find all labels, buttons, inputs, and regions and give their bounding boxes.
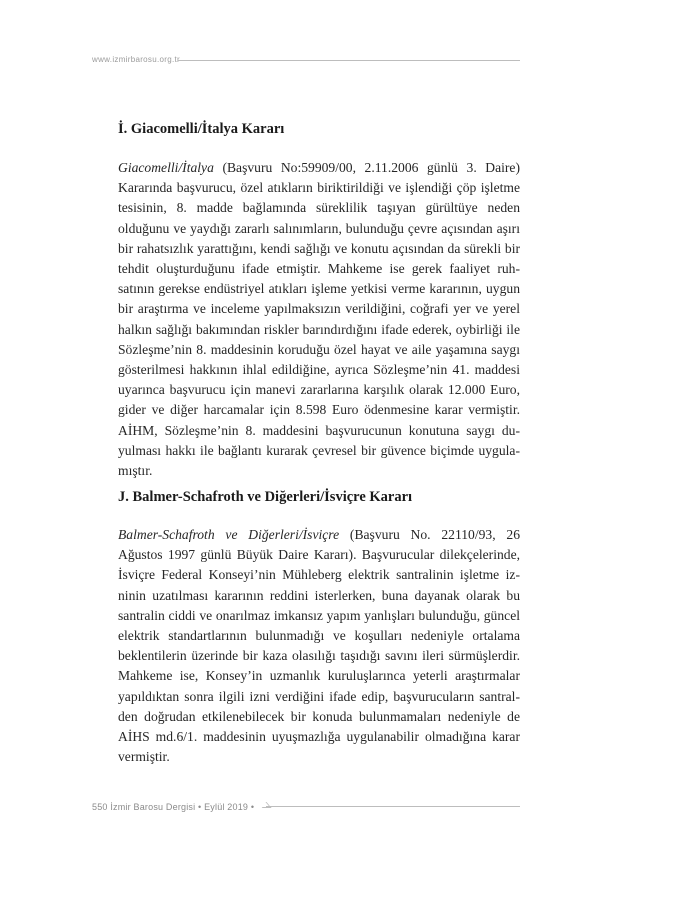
case-name-italic: Giacomelli/İtalya bbox=[118, 160, 214, 175]
case-name-italic: Balmer-Schafroth ve Diğerleri/İsviçre bbox=[118, 527, 340, 542]
footer-divider bbox=[266, 806, 520, 807]
header-url: www.izmirbarosu.org.tr bbox=[92, 55, 180, 64]
footer-ornament bbox=[257, 802, 271, 808]
page-footer bbox=[92, 802, 520, 816]
section-paragraph-giacomelli bbox=[118, 158, 520, 481]
header-divider bbox=[178, 60, 520, 61]
paragraph-text: (Başvuru No:59909/00, 2.11.2006 günlü 3. Daire) Kararında başvurucu, özel atıkların biriktirildiği ve işlendiği çöp işletme tesisinin, 8. madde bağlamında süreklilik taşıyan gürültüye neden olduğunu ve yaydığı zararlı salınımların, bulunduğu çevre açısından aşırı bir rahatsızlık yarattığını, kendi sağlığı ve konutu açısından da sürekli bir tehdit oluşturduğunu ifade etmiştir. Mahkeme ise gerek faaliyet ruhsatının gerekse endüstriyel atıkları işleme yetkisi verme kararının, uygun bir araştırma ve inceleme yapılmaksızın verildiğini, coğrafi yer ve yerel halkın sağlığı bakımından riskler barındırdığını ifade ederek, oybirliği ile Sözleşme’nin 8. maddesinin koruduğu özel hayat ve aile yaşamına saygı gösterilmesi hakkının ihlal edildiğine, ayrıca Sözleşme’nin 41. maddesi uyarınca başvurucu için manevi zararlarına karşılık olarak 12.000 Euro, gider ve diğer harcamalar için 8.598 Euro ödenmesine karar vermiştir. AİHM, Sözleşme’nin 8. maddesini başvurucunun konutuna saygı duyulması hakkı ile bağlantı kurarak çevresel bir güvence biçimde uygulamıştır. bbox=[118, 160, 520, 479]
section-heading-balmer-schafroth: J. Balmer-Schafroth ve Diğerleri/İsviçre Kararı bbox=[118, 489, 413, 505]
footer-text: 550 İzmir Barosu Dergisi • Eylül 2019 • bbox=[92, 802, 255, 812]
paragraph-text: (Başvuru No. 22110/93, 26 Ağustos 1997 günlü Büyük Daire Kararı). Başvurucular dilekçelerinde, İsviçre Federal Konseyi’nin Mühleberg elektrik santralinin işletme izninin uzatılması kararının reddini isterlerken, buna dayanak olarak bu santralin ciddi ve onarılmaz imkansız yapım yanlışları bulunduğu, güncel elektrik standartlarının bulunmadığı ve koşulları nedeniyle ortalama beklentilerin üzerinde bir kaza olasılığı taşıdığı savını ileri sürmüşlerdir. Mahkeme ise, Konsey’in uzmanlık kuruluşlarınca yeterli araştırmalar yapıldıktan sonra ilgili izni verdiğini ifade edip, başvurucuların santralden doğrudan etkilenebilecek bir konuda bulunmamaları nedeniyle de AİHS md.6/1. maddesinin uyuşmazlığa uygulanabilir olmadığına karar vermiştir. bbox=[118, 527, 520, 765]
section-heading-giacomelli: İ. Giacomelli/İtalya Kararı bbox=[118, 121, 285, 137]
section-paragraph-balmer-schafroth bbox=[118, 525, 520, 767]
